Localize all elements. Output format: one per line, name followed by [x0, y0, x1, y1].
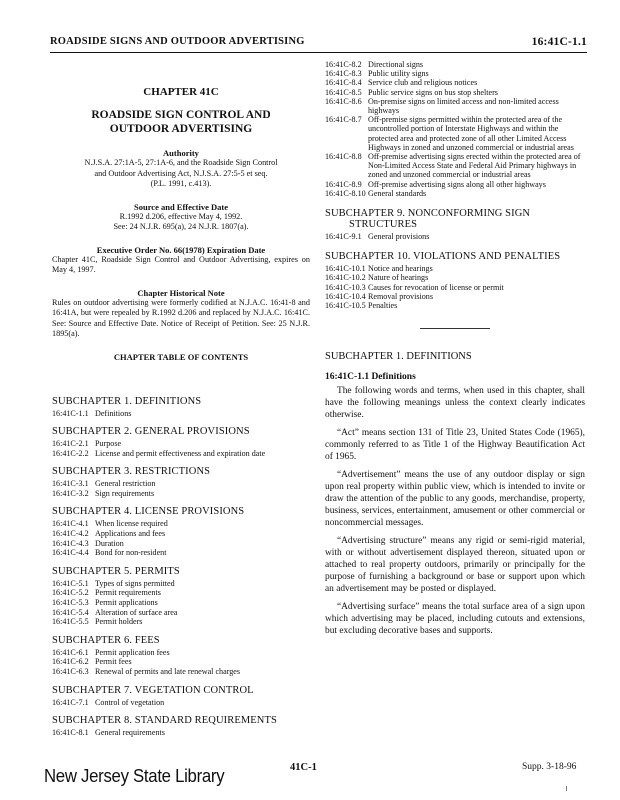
toc-entry-title: Types of signs permitted: [95, 578, 175, 588]
toc-entry: [52, 519, 310, 529]
toc-entry-number: 16:41C-8.9: [325, 179, 362, 189]
toc-entry-number: 16:41C-8.8: [325, 152, 362, 162]
definition-paragraph: “Act” means section 131 of Title 23, United States Code (1965), commonly referred to as Title 1 of the Highway Beautification Act of 1965.: [325, 428, 585, 463]
page-number: 41C-1: [290, 762, 317, 773]
toc-entry-title: Permit applications: [95, 598, 158, 608]
toc-entry: [52, 608, 310, 618]
toc-entry-number: 16:41C-8.1: [52, 728, 89, 738]
toc-entry-number: 16:41C-4.2: [52, 529, 89, 539]
toc-subchapter-heading: SUBCHAPTER 5. PERMITS: [52, 565, 180, 577]
toc-entry-title: Off-premise signs permitted within the protected area of the uncontrolled portion of Interstate Highways and within the protected area and protected zone of all other Limited Access Highways in zoned and unzoned commercial or industrial areas: [368, 115, 574, 152]
toc-entry-number: 16:41C-10.2: [325, 273, 366, 283]
toc-entry: [52, 728, 310, 738]
toc-subchapter-heading-line1: SUBCHAPTER 9. NONCONFORMING SIGN: [325, 208, 531, 220]
toc-heading: CHAPTER TABLE OF CONTENTS: [113, 351, 249, 362]
toc-entry-number: 16:41C-5.3: [52, 598, 89, 608]
toc-entry: [52, 489, 310, 499]
toc-entry-title: Bond for non-resident: [95, 548, 167, 558]
running-header-title: ROADSIDE SIGNS AND OUTDOOR ADVERTISING: [50, 36, 305, 47]
toc-entry: [325, 60, 585, 69]
toc-entry-number: 16:41C-5.1: [52, 578, 89, 588]
section-divider: [420, 328, 490, 329]
toc-entry-title: Off-premise advertising signs erected within the protected area of Non-Limited Access State and Federal Aid Primary highways in zoned and unzoned commercial or industrial areas: [368, 152, 581, 180]
toc-right-subchapters: [325, 208, 585, 310]
toc-subchapter-heading: SUBCHAPTER 1. DEFINITIONS: [52, 395, 202, 407]
toc-entry: [325, 88, 585, 97]
definition-paragraph: “Advertising structure” means any rigid or semi-rigid material, with or without advertisement displayed thereon, situated upon or attached to real property outdoors, primarily or principally for the purpose of furnishing a background or base or support upon which an advertisement may be posted or displayed.: [325, 536, 585, 595]
toc-entry-title: Permit fees: [95, 657, 132, 667]
toc-subchapter-list: [52, 519, 310, 557]
toc-entry-title: License and permit effectiveness and expiration date: [95, 448, 266, 458]
toc-entry-title: General restriction: [95, 479, 156, 489]
toc-entry: [325, 69, 585, 78]
toc-subchapter-heading: SUBCHAPTER 3. RESTRICTIONS: [52, 466, 211, 478]
toc-entry-number: 16:41C-8.10: [325, 188, 366, 198]
header-rule: [50, 52, 587, 53]
toc-entry-title: Nature of hearings: [368, 273, 429, 283]
authority-text: [52, 158, 310, 190]
source-line1: R.1992 d.206, effective May 4, 1992.: [119, 211, 243, 221]
toc-entry-number: 16:41C-8.6: [325, 96, 362, 106]
toc-subchapter-heading: SUBCHAPTER 8. STANDARD REQUIREMENTS: [52, 715, 277, 727]
supplement-date: Supp. 3-18-96: [522, 762, 577, 772]
toc-entry: [52, 539, 310, 549]
toc-entry: [52, 648, 310, 658]
toc-entry-number: 16:41C-7.1: [52, 697, 89, 707]
toc-entry-number: 16:41C-4.1: [52, 519, 89, 529]
toc-entry: [52, 409, 310, 419]
toc-entry-number: 16:41C-10.1: [325, 264, 366, 274]
toc-subchapter-list: [52, 648, 310, 677]
toc-entry: [52, 548, 310, 558]
toc-subchapter-heading-line2: STRUCTURES: [349, 219, 418, 231]
toc-entry-number: 16:41C-3.2: [52, 488, 89, 498]
toc-entry-title: Alteration of surface area: [95, 607, 178, 617]
toc-entry-number: 16:41C-9.1: [325, 232, 362, 242]
toc-entry: [325, 232, 585, 241]
source-text: [52, 212, 310, 233]
toc-entry-title: General standards: [368, 188, 427, 198]
toc-entry: [325, 180, 585, 189]
toc-entry-number: 16:41C-6.1: [52, 647, 89, 657]
running-header: [50, 36, 587, 50]
toc-entry: [325, 283, 585, 292]
toc-entry-number: 16:41C-6.3: [52, 667, 89, 676]
toc-entry: [325, 301, 585, 310]
toc-left: [52, 396, 310, 738]
definition-paragraph: “Advertisement” means the use of any outdoor display or sign upon real property within public view, which is intended to invite or draw the attention of the public to any goods, merchandise, property, business, services, entertainment, amusement or other commercial or noncommercial messages.: [325, 470, 585, 529]
toc-entry: [325, 97, 585, 115]
body-section-heading: 16:41C-1.1 Definitions: [325, 372, 416, 383]
toc-entry: [325, 264, 585, 273]
history-text: Rules on outdoor advertising were formerly codified at N.J.A.C. 16:41-8 and 16:41A, but were repealed by R.1992 d.206 and replaced by N.J.A.C. 16:41C. See: Source and Effective Date. Notice of Receipt of Petition. See: 25 N.J.R. 1895(a).: [52, 297, 310, 338]
toc-entry: [52, 449, 310, 459]
toc-subchapter-heading-line1: SUBCHAPTER 10. VIOLATIONS AND PENALTIES: [325, 251, 561, 263]
toc-right-items: [325, 60, 585, 198]
toc-entry-number: 16:41C-10.3: [325, 282, 366, 292]
toc-entry-title: On-premise signs on limited access and non-limited access highways: [368, 96, 559, 116]
right-column: [325, 60, 585, 637]
toc-subchapter-list: [52, 728, 310, 738]
library-watermark: New Jersey State Library: [44, 766, 225, 786]
toc-subchapter-list: [52, 409, 310, 419]
toc-entry-number: 16:41C-5.4: [52, 607, 89, 617]
toc-subchapter-list: [52, 579, 310, 627]
toc-subchapter-heading: [325, 251, 585, 262]
toc-entry: [52, 667, 310, 677]
toc-subchapter-heading: SUBCHAPTER 4. LICENSE PROVISIONS: [52, 506, 245, 518]
toc-entry-number: 16:41C-10.5: [325, 301, 366, 311]
toc-entry-title: General provisions: [368, 232, 430, 242]
toc-entry-number: 16:41C-8.7: [325, 115, 362, 125]
running-header-section: 16:41C-1.1: [531, 36, 587, 48]
exec-order-text: Chapter 41C, Roadside Sign Control and Outdoor Advertising, expires on May 4, 1997.: [52, 254, 310, 274]
body-subchapter-heading: SUBCHAPTER 1. DEFINITIONS: [325, 351, 472, 363]
toc-entry-number: 16:41C-1.1: [52, 408, 89, 418]
toc-entry-number: 16:41C-8.2: [325, 60, 362, 69]
toc-entry-title: Public service signs on bus stop shelters: [368, 87, 498, 97]
toc-entry: [52, 579, 310, 589]
source-line2: See: 24 N.J.R. 695(a), 24 N.J.R. 1807(a).: [113, 222, 249, 231]
toc-entry-title: Removal provisions: [368, 291, 433, 301]
toc-entry-title: When license required: [95, 519, 168, 529]
toc-entry-title: Renewal of permits and late renewal charges: [95, 667, 241, 676]
toc-entry-title: Causes for revocation of license or permit: [368, 282, 504, 292]
toc-entry-number: 16:41C-8.3: [325, 69, 362, 79]
toc-entry: [52, 598, 310, 608]
toc-entry: [325, 78, 585, 87]
toc-entry-title: Permit application fees: [95, 647, 170, 657]
authority-line2: and Outdoor Advertising Act, N.J.S.A. 27:5-5 et seq.: [94, 168, 268, 178]
toc-entry-number: 16:41C-5.2: [52, 588, 89, 598]
toc-subchapter-list: [325, 264, 585, 310]
toc-entry-title: Duration: [95, 538, 124, 548]
toc-subchapter-list: [52, 479, 310, 498]
toc-entry: [52, 529, 310, 539]
toc-entry: [52, 479, 310, 489]
toc-entry-title: Directional signs: [368, 60, 424, 69]
chapter-title-line2: OUTDOOR ADVERTISING: [109, 123, 253, 135]
toc-entry-title: Permit requirements: [95, 588, 161, 598]
exec-order-heading: Executive Order No. 66(1978) Expiration Date: [96, 244, 266, 255]
toc-entry-title: Definitions: [95, 408, 132, 418]
toc-subchapter-heading: SUBCHAPTER 6. FEES: [52, 634, 160, 646]
toc-subchapter-list: [325, 232, 585, 241]
source-heading: Source and Effective Date: [133, 201, 229, 212]
toc-entry-number: 16:41C-4.3: [52, 538, 89, 548]
chapter-title-line1: ROADSIDE SIGN CONTROL AND: [91, 109, 271, 121]
toc-subchapter-heading: SUBCHAPTER 2. GENERAL PROVISIONS: [52, 426, 250, 438]
left-column: [52, 60, 310, 738]
toc-entry-title: Notice and hearings: [368, 264, 433, 274]
definitions-body: [325, 385, 585, 637]
toc-entry: [52, 617, 310, 627]
toc-entry: [52, 657, 310, 667]
toc-entry-number: 16:41C-3.1: [52, 479, 89, 489]
toc-entry: [325, 273, 585, 282]
toc-entry-number: 16:41C-2.1: [52, 439, 89, 449]
chapter-number: CHAPTER 41C: [143, 86, 219, 98]
toc-subchapter-list: [52, 439, 310, 458]
toc-entry: [52, 588, 310, 598]
toc-entry-title: Purpose: [95, 439, 122, 449]
chapter-title: [52, 108, 310, 136]
toc-entry-number: 16:41C-2.2: [52, 448, 89, 458]
toc-entry-number: 16:41C-6.2: [52, 657, 89, 667]
toc-entry-title: Control of vegetation: [95, 697, 165, 707]
toc-subchapter-heading: SUBCHAPTER 7. VEGETATION CONTROL: [52, 684, 254, 696]
toc-entry-title: Penalties: [368, 301, 398, 311]
toc-entry-title: Sign requirements: [95, 488, 155, 498]
toc-entry-number: 16:41C-10.4: [325, 291, 366, 301]
toc-entry-title: Public utility signs: [368, 69, 429, 79]
toc-entry: [52, 698, 310, 708]
definition-paragraph: “Advertising surface” means the total surface area of a sign upon which advertising may be placed, including cutouts and extensions, but excluding decorative bases and supports.: [325, 602, 585, 637]
toc-entry-number: 16:41C-5.5: [52, 617, 89, 627]
toc-subchapter-list: [52, 698, 310, 708]
toc-entry-number: 16:41C-8.4: [325, 78, 362, 88]
toc-entry-number: 16:41C-8.5: [325, 87, 362, 97]
toc-entry: [325, 189, 585, 198]
toc-entry-title: General requirements: [95, 728, 165, 738]
toc-entry: [52, 439, 310, 449]
toc-entry: [325, 115, 585, 152]
toc-entry-title: Permit holders: [95, 617, 143, 627]
toc-entry-number: 16:41C-4.4: [52, 548, 89, 558]
definition-paragraph: The following words and terms, when used in this chapter, shall have the following meanings unless the context clearly indicates otherwise.: [325, 386, 585, 421]
authority-line1: N.J.S.A. 27:1A-5, 27:1A-6, and the Roadside Sign Control: [84, 158, 278, 167]
toc-entry-title: Applications and fees: [95, 529, 166, 539]
toc-entry-title: Service club and religious notices: [368, 78, 478, 88]
toc-entry-title: Off-premise advertising signs along all other highways: [368, 179, 546, 189]
scan-mark: [566, 786, 567, 791]
toc-entry: [325, 152, 585, 180]
toc-entry: [325, 292, 585, 301]
toc-subchapter-heading: [325, 208, 585, 230]
authority-heading: Authority: [163, 148, 199, 158]
history-heading: Chapter Historical Note: [137, 287, 225, 298]
authority-line3: (P.L. 1991, c.413).: [150, 179, 212, 188]
